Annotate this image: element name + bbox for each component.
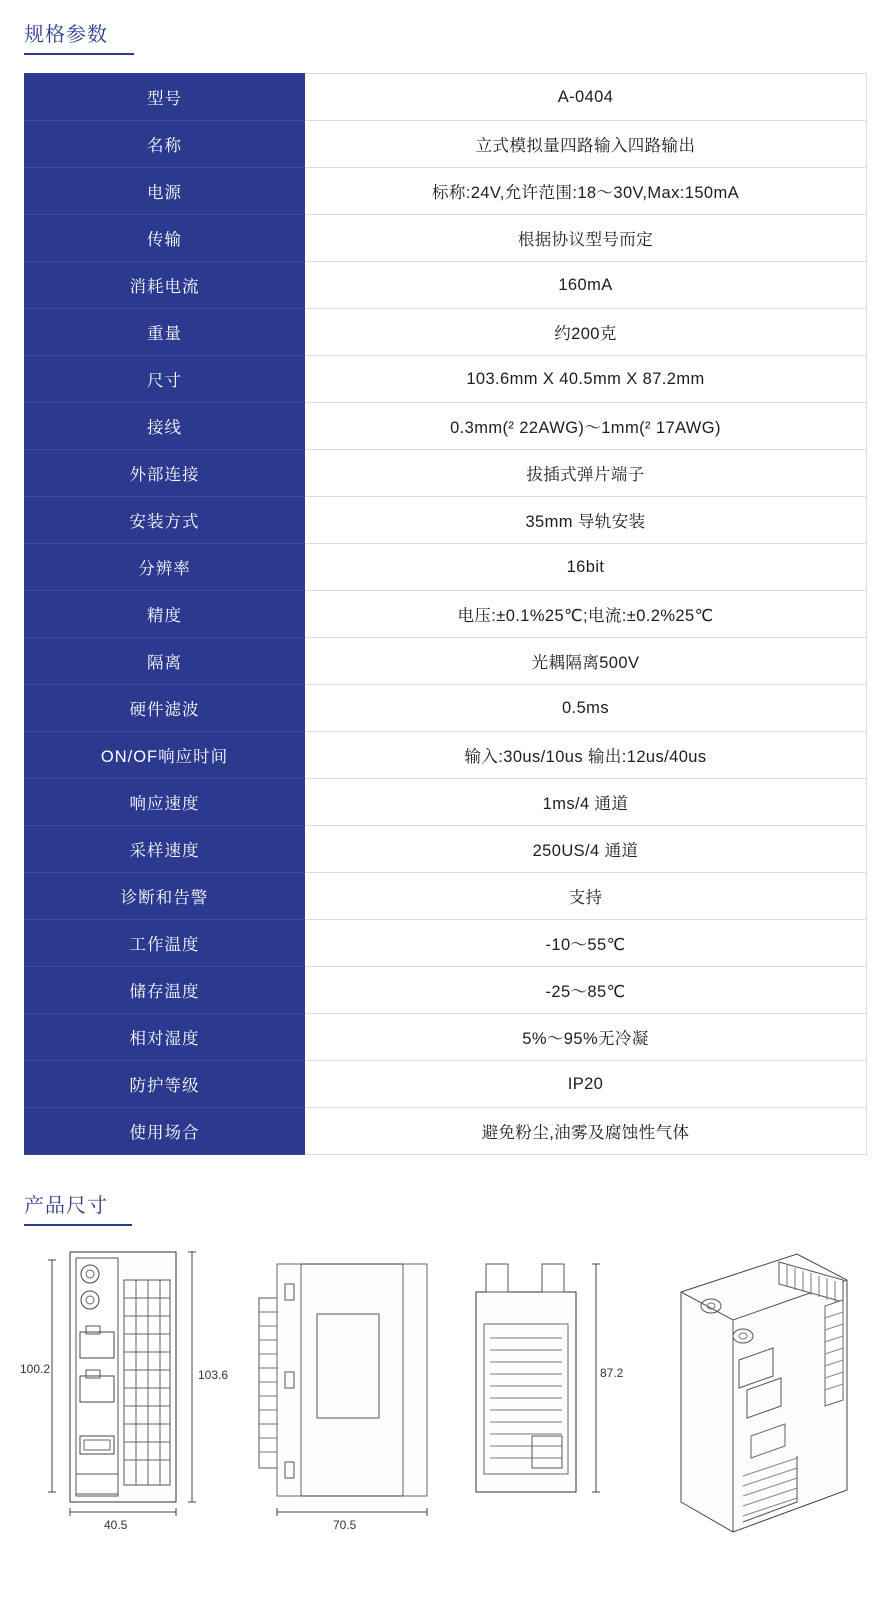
spec-value-cell: 避免粉尘,油雾及腐蚀性气体 [305, 1108, 867, 1155]
table-row [25, 544, 867, 591]
table-row [25, 1108, 867, 1155]
table-row [25, 356, 867, 403]
spec-value-cell: 0.5ms [305, 685, 867, 732]
spec-value-cell: 250US/4 通道 [305, 826, 867, 873]
spec-key-cell: 重量 [25, 309, 305, 356]
spec-value-cell: 35mm 导轨安装 [305, 497, 867, 544]
table-row [25, 591, 867, 638]
spec-key-cell: 分辨率 [25, 544, 305, 591]
table-row [25, 262, 867, 309]
spec-table-wrap [0, 55, 891, 1155]
dimension-title-underline [24, 1224, 132, 1226]
spec-key-cell: 传输 [25, 215, 305, 262]
spec-key-cell: ON/OF响应时间 [25, 732, 305, 779]
back-view-right-dimension: 87.2 [600, 1366, 624, 1380]
spec-key-cell: 接线 [25, 403, 305, 450]
table-row [25, 215, 867, 262]
spec-value-cell: 约200克 [305, 309, 867, 356]
front-view-right-dimension: 103.6 [198, 1368, 229, 1382]
spec-value-cell: 16bit [305, 544, 867, 591]
spec-value-cell: -25～85℃ [305, 967, 867, 1014]
table-row [25, 685, 867, 732]
spec-key-cell: 电源 [25, 168, 305, 215]
dimension-drawings [0, 1240, 891, 1570]
spec-value-cell: 标称:24V,允许范围:18～30V,Max:150mA [305, 168, 867, 215]
spec-value-cell: 立式模拟量四路输入四路输出 [305, 121, 867, 168]
table-row [25, 920, 867, 967]
spec-value-cell: IP20 [305, 1061, 867, 1108]
spec-value-cell: 0.3mm(² 22AWG)～1mm(² 17AWG) [305, 403, 867, 450]
table-row [25, 732, 867, 779]
front-view-bottom-dimension: 40.5 [104, 1518, 128, 1532]
spec-key-cell: 名称 [25, 121, 305, 168]
spec-value-cell: 1ms/4 通道 [305, 779, 867, 826]
table-row [25, 1014, 867, 1061]
table-row [25, 497, 867, 544]
front-view-left-dimension: 100.2 [20, 1362, 51, 1376]
spec-value-cell: 拔插式弹片端子 [305, 450, 867, 497]
spec-key-cell: 隔离 [25, 638, 305, 685]
table-row [25, 309, 867, 356]
spec-value-cell: -10～55℃ [305, 920, 867, 967]
table-row [25, 1061, 867, 1108]
dimension-section-title: 产品尺寸 [24, 1195, 108, 1217]
spec-section-title: 规格参数 [24, 24, 108, 46]
spec-value-cell: 160mA [305, 262, 867, 309]
spec-key-cell: 尺寸 [25, 356, 305, 403]
spec-value-cell: 光耦隔离500V [305, 638, 867, 685]
spec-key-cell: 精度 [25, 591, 305, 638]
table-row [25, 403, 867, 450]
spec-key-cell: 诊断和告警 [25, 873, 305, 920]
spec-key-cell: 使用场合 [25, 1108, 305, 1155]
spec-value-cell: 103.6mm X 40.5mm X 87.2mm [305, 356, 867, 403]
table-row [25, 873, 867, 920]
spec-key-cell: 工作温度 [25, 920, 305, 967]
isometric-view-figure [647, 1240, 867, 1540]
spec-key-cell: 消耗电流 [25, 262, 305, 309]
table-row [25, 121, 867, 168]
specification-table [24, 73, 867, 1155]
spec-key-cell: 采样速度 [25, 826, 305, 873]
spec-key-cell: 硬件滤波 [25, 685, 305, 732]
spec-value-cell: 根据协议型号而定 [305, 215, 867, 262]
table-row [25, 74, 867, 121]
spec-key-cell: 外部连接 [25, 450, 305, 497]
table-row [25, 450, 867, 497]
table-row [25, 168, 867, 215]
spec-key-cell: 型号 [25, 74, 305, 121]
side-view-bottom-dimension: 70.5 [333, 1518, 357, 1532]
spec-value-cell: 支持 [305, 873, 867, 920]
table-row [25, 638, 867, 685]
spec-value-cell: A-0404 [305, 74, 867, 121]
side-view-figure [245, 1240, 435, 1540]
table-row [25, 826, 867, 873]
table-row [25, 967, 867, 1014]
spec-key-cell: 储存温度 [25, 967, 305, 1014]
spec-value-cell: 电压:±0.1%25℃;电流:±0.2%25℃ [305, 591, 867, 638]
spec-key-cell: 防护等级 [25, 1061, 305, 1108]
spec-value-cell: 输入:30us/10us 输出:12us/40us [305, 732, 867, 779]
spec-key-cell: 相对湿度 [25, 1014, 305, 1061]
spec-key-cell: 安装方式 [25, 497, 305, 544]
spec-key-cell: 响应速度 [25, 779, 305, 826]
table-row [25, 779, 867, 826]
spec-value-cell: 5%～95%无冷凝 [305, 1014, 867, 1061]
front-view-figure [20, 1240, 229, 1540]
back-view-figure [456, 1240, 626, 1540]
